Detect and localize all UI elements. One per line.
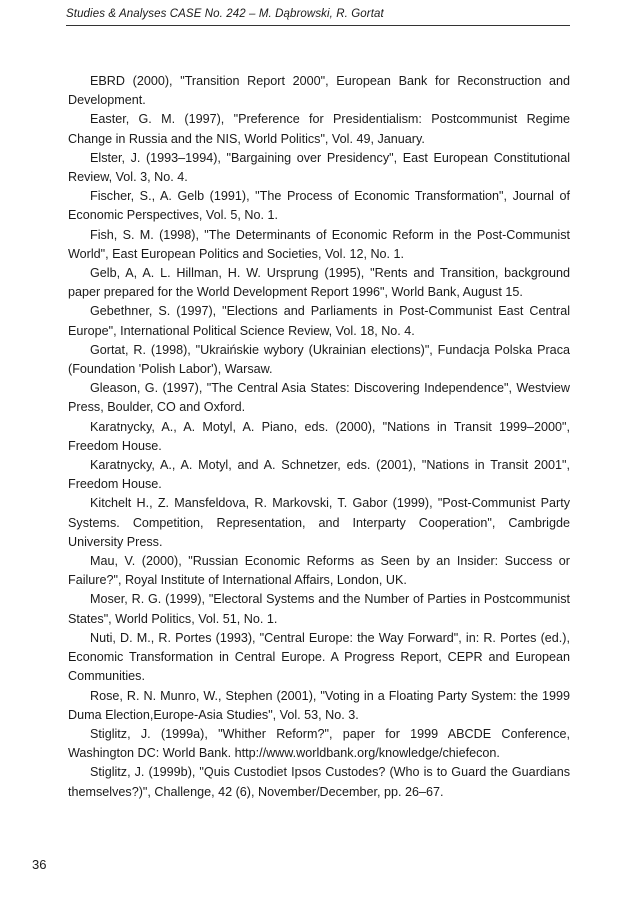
page-number: 36 (32, 857, 47, 872)
reference-entry: Gelb, A, A. L. Hillman, H. W. Ursprung (1995), "Rents and Transition, background paper prepared for the World Development Report 1996", World Bank, August 15. (68, 266, 570, 300)
reference-entry: Elster, J. (1993–1994), "Bargaining over Presidency", East European Constitutional Review, Vol. 3, No. 4. (68, 150, 570, 185)
reference-entry: Gortat, R. (1998), "Ukraińskie wybory (Ukrainian elections)", Fundacja Polska Praca (Foundation 'Polish Labor'), Warsaw. (68, 342, 570, 377)
reference-entry: EBRD (2000), "Transition Report 2000", European Bank for Reconstruction and Development. (68, 74, 570, 108)
reference-list (68, 72, 570, 802)
reference-entry: Gleason, G. (1997), "The Central Asia States: Discovering Independence", Westview Press, Boulder, CO and Oxford. (68, 381, 570, 415)
reference-entry: Gebethner, S. (1997), "Elections and Parliaments in Post-Communist East Central Europe", International Political Science Review, Vol. 18, No. 4. (68, 304, 570, 338)
reference-entry: Rose, R. N. Munro, W., Stephen (2001), "Voting in a Floating Party System: the 1999 Duma Election,Europe-Asia Studies", Vol. 53, No. 3. (68, 688, 570, 722)
reference-entry: Nuti, D. M., R. Portes (1993), "Central Europe: the Way Forward", in: R. Portes (ed.), Economic Transformation in Central Europe. A Progress Report, CEPR and European Communities. (68, 630, 570, 684)
reference-entry: Fish, S. M. (1998), "The Determinants of Economic Reform in the Post-Communist World", East European Politics and Societies, Vol. 12, No. 1. (68, 227, 570, 261)
reference-entry: Stiglitz, J. (1999a), "Whither Reform?", paper for 1999 ABCDE Conference, Washington DC: World Bank. http://www.worldbank.org/knowledge/chiefecon. (68, 726, 570, 761)
reference-entry: Easter, G. M. (1997), "Preference for Presidentialism: Postcommunist Regime Change in Russia and the NIS, World Politics", Vol. 49, January. (68, 112, 570, 146)
reference-entry: Stiglitz, J. (1999b), "Quis Custodiet Ipsos Custodes? (Who is to Guard the Guardians themselves?)", Challenge, 42 (6), November/December, pp. 26–67. (68, 765, 570, 799)
reference-entry: Kitchelt H., Z. Mansfeldova, R. Markovski, T. Gabor (1999), "Post-Communist Party Systems. Competition, Representation, and Interparty Cooperation", Cambrigde University Press. (68, 496, 570, 549)
reference-entry: Karatnycky, A., A. Motyl, and A. Schnetzer, eds. (2001), "Nations in Transit 2001", Freedom House. (68, 458, 570, 492)
reference-entry: Fischer, S., A. Gelb (1991), "The Process of Economic Transformation", Journal of Economic Perspectives, Vol. 5, No. 1. (68, 189, 570, 223)
reference-entry: Mau, V. (2000), "Russian Economic Reforms as Seen by an Insider: Success or Failure?", Royal Institute of International Affairs, London, UK. (68, 554, 570, 588)
running-header: Studies & Analyses CASE No. 242 – M. Dąbrowski, R. Gortat (66, 8, 570, 26)
reference-entry: Moser, R. G. (1999), "Electoral Systems and the Number of Parties in Postcommunist States", World Politics, Vol. 51, No. 1. (68, 592, 570, 626)
reference-entry: Karatnycky, A., A. Motyl, A. Piano, eds. (2000), "Nations in Transit 1999–2000", Freedom House. (68, 419, 570, 453)
